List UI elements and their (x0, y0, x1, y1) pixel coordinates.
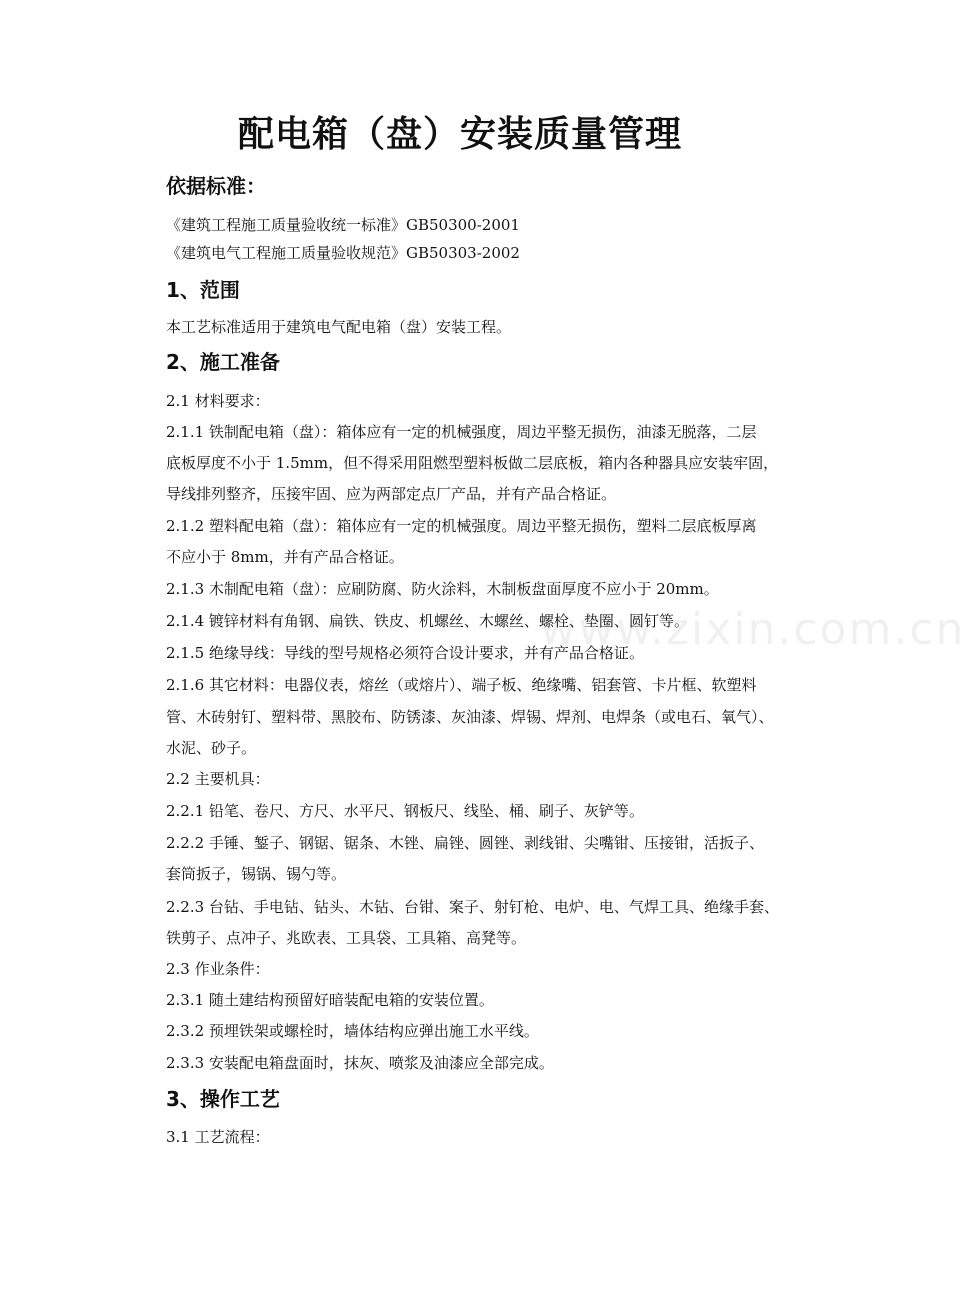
line: 导线排列整齐，压接牢固、应为两部定点厂产品，并有产品合格证。 (166, 485, 617, 503)
line: 2.2 主要机具： (166, 770, 270, 788)
line: 2.1.4 镀锌材料有角钢、扁铁、铁皮、机螺丝、木螺丝、螺栓、垫圈、圆钉等。 (166, 612, 689, 630)
section1-text: 本工艺标准适用于建筑电气配电箱（盘）安装工程。 (166, 318, 512, 336)
watermark: www.zixin.com.cn (540, 604, 965, 655)
line: 2.3 作业条件： (166, 960, 270, 978)
standard-2: 《建筑电气工程施工质量验收规范》GB50303-2002 (166, 244, 520, 262)
line: 2.3.2 预埋铁架或螺栓时，墙体结构应弹出施工水平线。 (166, 1022, 539, 1040)
line: 2.2.3 台钻、手电钻、钻头、木钻、台钳、案子、射钉枪、电炉、电、气焊工具、绝缘手套、 (166, 898, 779, 916)
line: 2.3.1 随土建结构预留好暗装配电箱的安装位置。 (166, 991, 494, 1009)
line: 2.2.1 铅笔、卷尺、方尺、水平尺、钢板尺、线坠、桶、刷子、灰铲等。 (166, 802, 644, 820)
line: 2.1.6 其它材料：电器仪表，熔丝（或熔片）、端子板、绝缘嘴、铝套管、卡片框、软塑料 (166, 676, 757, 694)
line: 2.1.1 铁制配电箱（盘）：箱体应有一定的机械强度，周边平整无损伤，油漆无脱落，二层 (166, 423, 757, 441)
line: 2.1.3 木制配电箱（盘）：应刷防腐、防火涂料，木制板盘面厚度不应小于 20mm。 (166, 580, 719, 598)
section1-heading: 1、范围 (166, 278, 240, 302)
line: 3.1 工艺流程： (166, 1128, 270, 1146)
basis-heading: 依据标准： (166, 174, 266, 198)
line: 套筒扳子，锡锅、锡勺等。 (166, 865, 347, 883)
line: 底板厚度不小于 1.5mm，但不得采用阻燃型塑料板做二层底板，箱内各种器具应安装牢固， (166, 454, 779, 472)
line: 2.1 材料要求： (166, 392, 270, 410)
line: 管、木砖射钉、塑料带、黑胶布、防锈漆、灰油漆、焊锡、焊剂、电焊条（或电石、氧气）、 (166, 708, 774, 726)
section2-heading: 2、施工准备 (166, 350, 280, 374)
line: 2.1.2 塑料配电箱（盘）：箱体应有一定的机械强度。周边平整无损伤，塑料二层底板厚离 (166, 517, 757, 535)
line: 2.3.3 安装配电箱盘面时，抹灰、喷浆及油漆应全部完成。 (166, 1054, 554, 1072)
line: 2.1.5 绝缘导线：导线的型号规格必须符合设计要求，并有产品合格证。 (166, 644, 644, 662)
section3-heading: 3、操作工艺 (166, 1087, 280, 1111)
standard-1: 《建筑工程施工质量验收统一标准》GB50300-2001 (166, 216, 520, 234)
document-title: 配电箱（盘）安装质量管理 (237, 114, 682, 155)
line: 铁剪子、点冲子、兆欧表、工具袋、工具箱、高凳等。 (166, 929, 527, 947)
line: 不应小于 8mm，并有产品合格证。 (166, 548, 404, 566)
line: 2.2.2 手锤、錾子、钢锯、锯条、木锉、扁锉、圆锉、剥线钳、尖嘴钳、压接钳，活扳子、 (166, 834, 764, 852)
line: 水泥、砂子。 (166, 739, 257, 757)
